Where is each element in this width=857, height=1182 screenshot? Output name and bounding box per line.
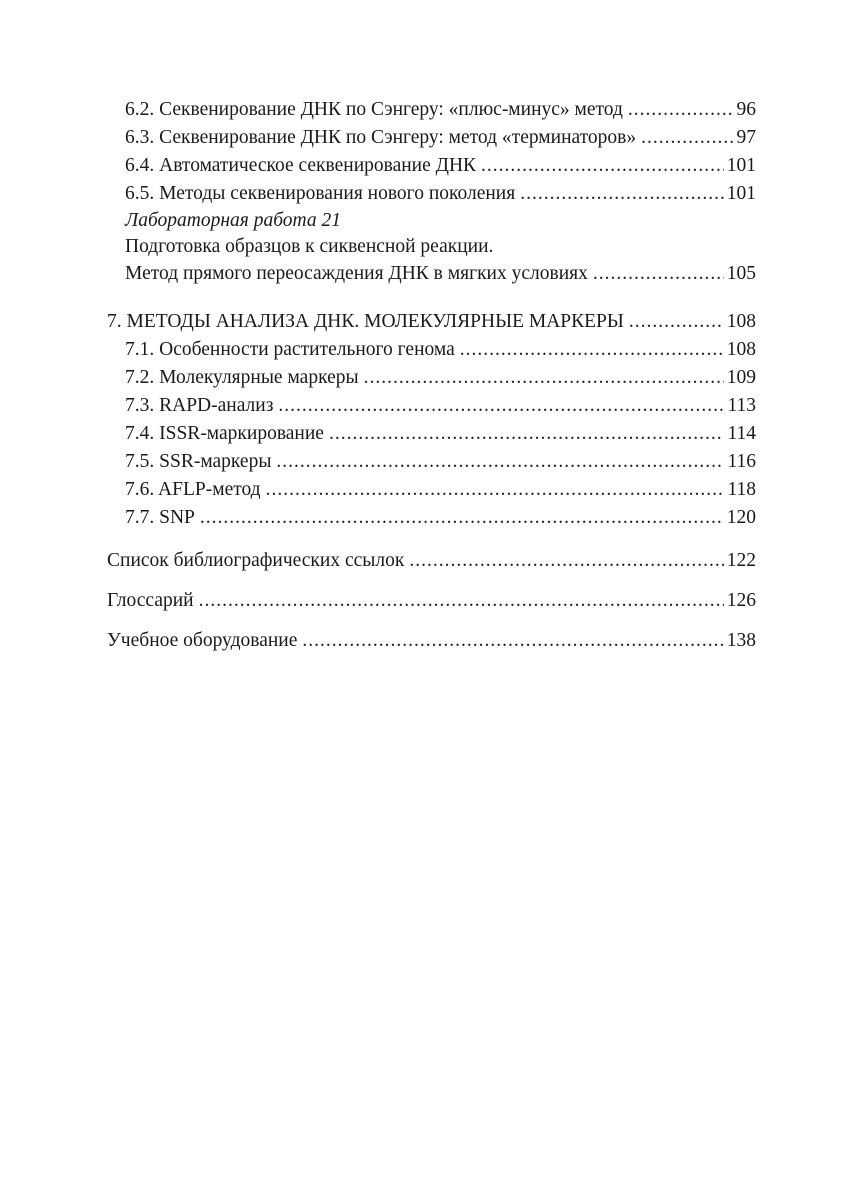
dot-leader: [628, 96, 734, 124]
dot-leader: [266, 476, 725, 504]
toc-page-number: 122: [726, 550, 756, 571]
toc-entry-label: 6.4. Автоматическое секвенирование ДНК: [125, 155, 477, 176]
toc-entry-label: 7.2. Молекулярные маркеры: [125, 367, 359, 388]
toc-entry-references[interactable]: [107, 547, 756, 575]
toc-entry-label: 7.6. AFLP-метод: [125, 479, 261, 500]
lab-work-subtitle: Подготовка образцов к сиквенсной реакции.: [125, 236, 494, 257]
toc-entry-glossary[interactable]: [107, 587, 756, 615]
toc-entry-7-6[interactable]: [107, 476, 756, 504]
toc-entry-label: 6.2. Секвенирование ДНК по Сэнгеру: «плюс-минус» метод: [125, 99, 623, 120]
toc-entry-label: 7.5. SSR-маркеры: [125, 451, 272, 472]
toc-entry-label: Список библиографических ссылок: [107, 550, 405, 571]
dot-leader: [460, 336, 724, 364]
spacer: [107, 532, 756, 547]
toc-entry-6-2[interactable]: [107, 96, 756, 124]
toc-entry-6-3[interactable]: [107, 124, 756, 152]
dot-leader: [276, 448, 724, 476]
toc-page-number: 116: [727, 451, 756, 472]
dot-leader: [520, 180, 724, 208]
toc-page-number: 126: [726, 590, 756, 611]
table-of-contents: [107, 96, 756, 655]
dot-leader: [329, 420, 725, 448]
toc-entry-label: Метод прямого переосаждения ДНК в мягких условиях: [125, 263, 588, 284]
toc-entry-label: Глоссарий: [107, 590, 194, 611]
toc-entry-lab-21[interactable]: [107, 260, 756, 288]
spacer: [107, 575, 756, 587]
toc-page-number: 101: [726, 155, 756, 176]
toc-entry-equipment[interactable]: [107, 627, 756, 655]
dot-leader: [278, 392, 724, 420]
toc-page-number: 97: [736, 127, 756, 148]
toc-page-number: 108: [726, 311, 756, 332]
toc-page-number: 96: [736, 99, 756, 120]
toc-page-number: 120: [726, 507, 756, 528]
dot-leader: [481, 152, 724, 180]
toc-entry-label: Учебное оборудование: [107, 630, 298, 651]
toc-entry-label: 7.1. Особенности растительного генома: [125, 339, 455, 360]
toc-page-number: 118: [727, 479, 756, 500]
toc-entry-7-4[interactable]: [107, 420, 756, 448]
spacer: [107, 288, 756, 308]
toc-entry-6-5[interactable]: [107, 180, 756, 208]
toc-page-number: 101: [726, 183, 756, 204]
toc-entry-label: 7.7. SNP: [125, 507, 195, 528]
toc-page-number: 138: [726, 630, 756, 651]
dot-leader: [200, 504, 724, 532]
toc-entry-6-4[interactable]: [107, 152, 756, 180]
toc-entry-label: 7. МЕТОДЫ АНАЛИЗА ДНК. МОЛЕКУЛЯРНЫЕ МАРКЕРЫ: [107, 311, 624, 332]
toc-page-number: 105: [726, 263, 756, 284]
lab-work-title: Лабораторная работа 21: [125, 210, 341, 231]
toc-page-number: 113: [727, 395, 756, 416]
dot-leader: [364, 364, 724, 392]
toc-page-number: 109: [726, 367, 756, 388]
toc-page-number: 114: [727, 423, 756, 444]
toc-entry-label: 7.4. ISSR-маркирование: [125, 423, 324, 444]
toc-entry-7-3[interactable]: [107, 392, 756, 420]
toc-entry-label: 6.5. Методы секвенирования нового поколения: [125, 183, 516, 204]
toc-chapter-7[interactable]: [107, 308, 756, 336]
spacer: [107, 615, 756, 627]
toc-entry-label: 7.3. RAPD-анализ: [125, 395, 274, 416]
dot-leader: [199, 587, 724, 615]
dot-leader: [629, 308, 724, 336]
dot-leader: [641, 124, 733, 152]
toc-entry-7-1[interactable]: [107, 336, 756, 364]
dot-leader: [593, 260, 724, 288]
dot-leader: [409, 547, 723, 575]
toc-page-number: 108: [726, 339, 756, 360]
toc-entry-label: 6.3. Секвенирование ДНК по Сэнгеру: метод «терминаторов»: [125, 127, 637, 148]
toc-entry-7-7[interactable]: [107, 504, 756, 532]
dot-leader: [302, 627, 723, 655]
toc-entry-7-5[interactable]: [107, 448, 756, 476]
toc-entry-7-2[interactable]: [107, 364, 756, 392]
